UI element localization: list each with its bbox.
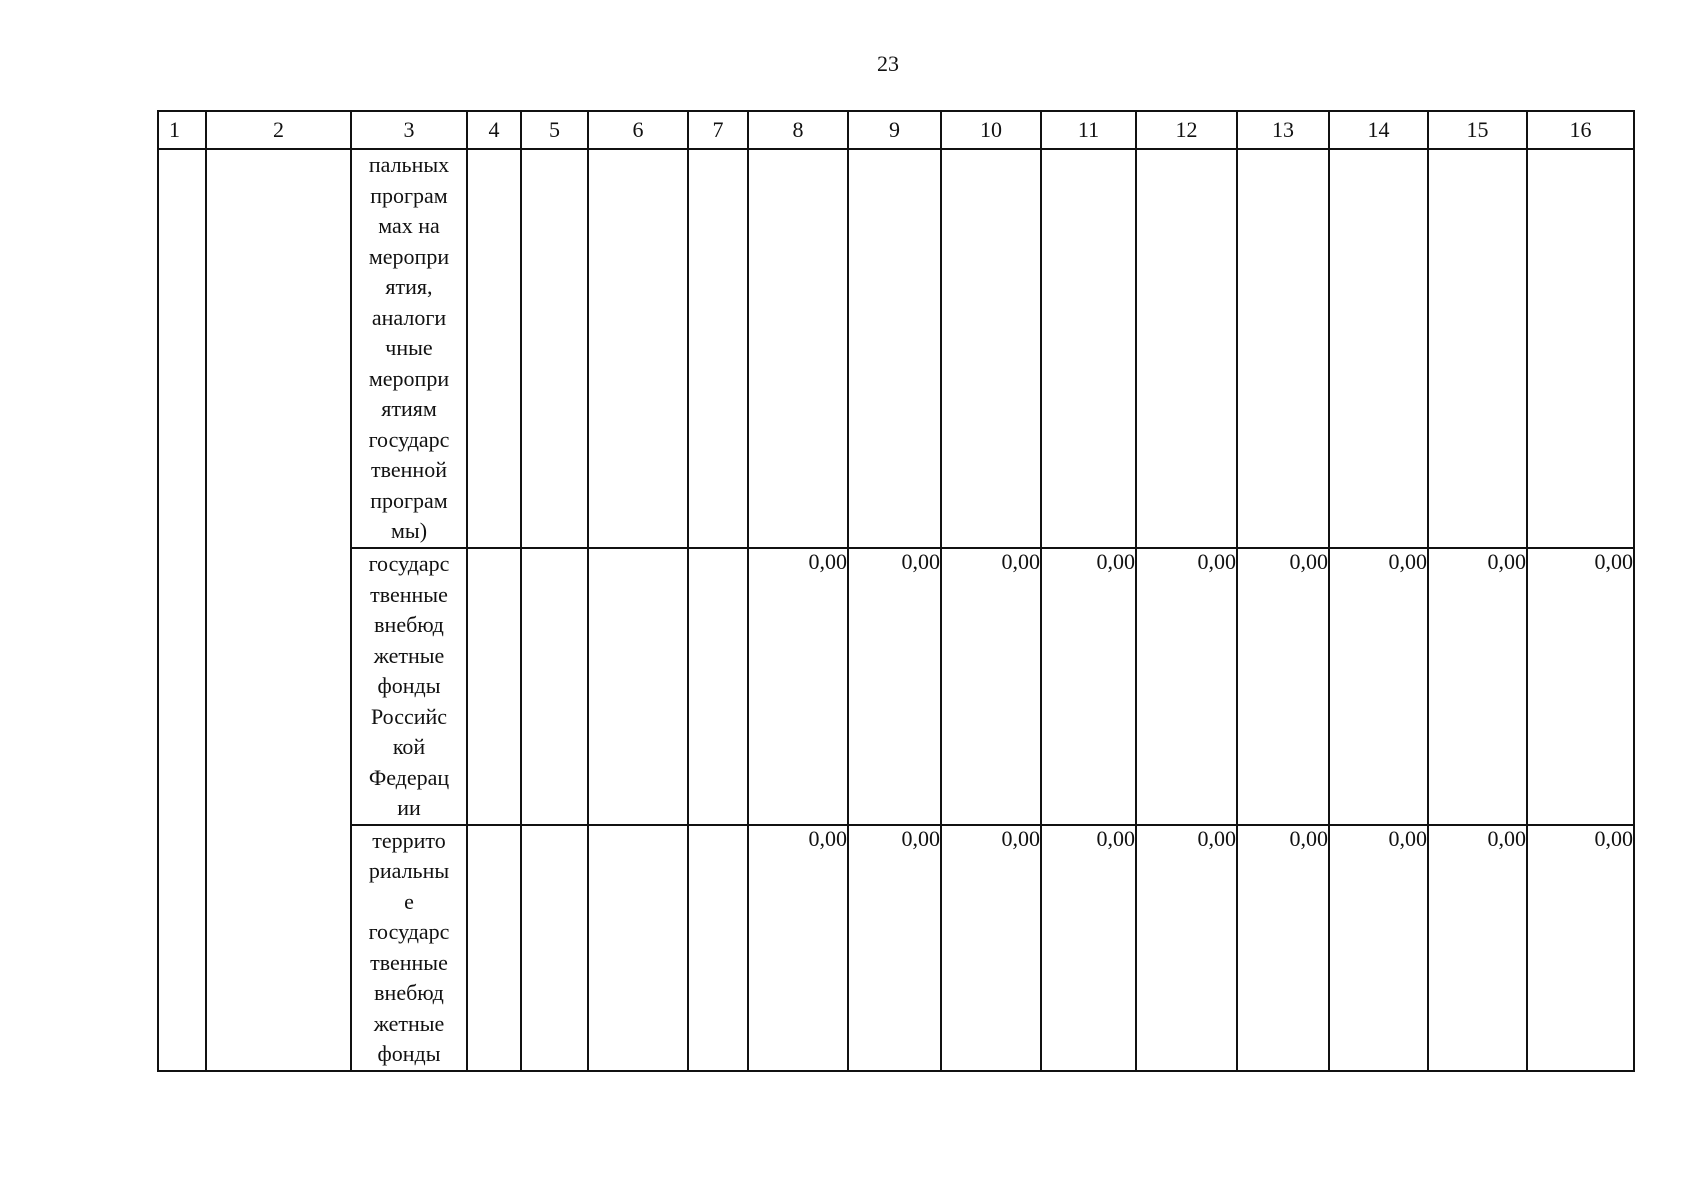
table-cell-col-5	[521, 825, 588, 1071]
value-cell-col-16	[1527, 149, 1634, 548]
page-number: 23	[877, 51, 899, 76]
table-cell-col-7	[688, 825, 748, 1071]
value-cell-col-14	[1329, 149, 1428, 548]
header-row	[158, 111, 1634, 149]
value-cell-col-12: 0,00	[1136, 825, 1237, 1071]
value-cell-col-13: 0,00	[1237, 548, 1329, 825]
funding-source-cell: пальных програм мах на меропри ятия, аналоги чные меропри ятиям государс твенной програм мы)	[351, 149, 467, 548]
value-cell-col-8: 0,00	[748, 825, 848, 1071]
funding-source-cell: террито риальны е государс твенные внебюд жетные фонды	[351, 825, 467, 1071]
value-cell-col-13	[1237, 149, 1329, 548]
column-header-3: 3	[351, 111, 467, 149]
value-cell-col-10: 0,00	[941, 548, 1041, 825]
table-cell-col-6	[588, 149, 688, 548]
table-cell-col-4	[467, 825, 521, 1071]
column-header-12: 12	[1136, 111, 1237, 149]
column-header-10: 10	[941, 111, 1041, 149]
value-cell-col-16: 0,00	[1527, 548, 1634, 825]
value-cell-col-10	[941, 149, 1041, 548]
table-cell-col-5	[521, 548, 588, 825]
funding-source-cell: государс твенные внебюд жетные фонды Российс кой Федерац ии	[351, 548, 467, 825]
value-cell-col-16: 0,00	[1527, 825, 1634, 1071]
column-header-8: 8	[748, 111, 848, 149]
value-cell-col-15: 0,00	[1428, 548, 1527, 825]
column-header-11: 11	[1041, 111, 1136, 149]
column-header-6: 6	[588, 111, 688, 149]
value-cell-col-14: 0,00	[1329, 825, 1428, 1071]
table-cell-col-1	[158, 149, 206, 1071]
value-cell-col-14: 0,00	[1329, 548, 1428, 825]
table-row	[158, 825, 1634, 1071]
value-cell-col-8	[748, 149, 848, 548]
table-row	[158, 149, 1634, 548]
table-cell-col-4	[467, 149, 521, 548]
column-header-7: 7	[688, 111, 748, 149]
table-cell-col-7	[688, 548, 748, 825]
value-cell-col-11: 0,00	[1041, 825, 1136, 1071]
column-header-2: 2	[206, 111, 351, 149]
value-cell-col-11	[1041, 149, 1136, 548]
column-header-14: 14	[1329, 111, 1428, 149]
value-cell-col-10: 0,00	[941, 825, 1041, 1071]
table-cell-col-5	[521, 149, 588, 548]
column-header-13: 13	[1237, 111, 1329, 149]
column-header-4: 4	[467, 111, 521, 149]
value-cell-col-9	[848, 149, 941, 548]
value-cell-col-8: 0,00	[748, 548, 848, 825]
data-table	[157, 110, 1635, 1072]
table-cell-col-6	[588, 548, 688, 825]
value-cell-col-15	[1428, 149, 1527, 548]
table-row	[158, 548, 1634, 825]
column-header-1: 1	[158, 111, 206, 149]
value-cell-col-13: 0,00	[1237, 825, 1329, 1071]
value-cell-col-12	[1136, 149, 1237, 548]
column-header-16: 16	[1527, 111, 1634, 149]
value-cell-col-15: 0,00	[1428, 825, 1527, 1071]
table-cell-col-7	[688, 149, 748, 548]
table-cell-col-6	[588, 825, 688, 1071]
column-header-15: 15	[1428, 111, 1527, 149]
table-cell-col-4	[467, 548, 521, 825]
column-header-9: 9	[848, 111, 941, 149]
value-cell-col-12: 0,00	[1136, 548, 1237, 825]
column-header-5: 5	[521, 111, 588, 149]
value-cell-col-11: 0,00	[1041, 548, 1136, 825]
value-cell-col-9: 0,00	[848, 548, 941, 825]
value-cell-col-9: 0,00	[848, 825, 941, 1071]
table-cell-col-2	[206, 149, 351, 1071]
